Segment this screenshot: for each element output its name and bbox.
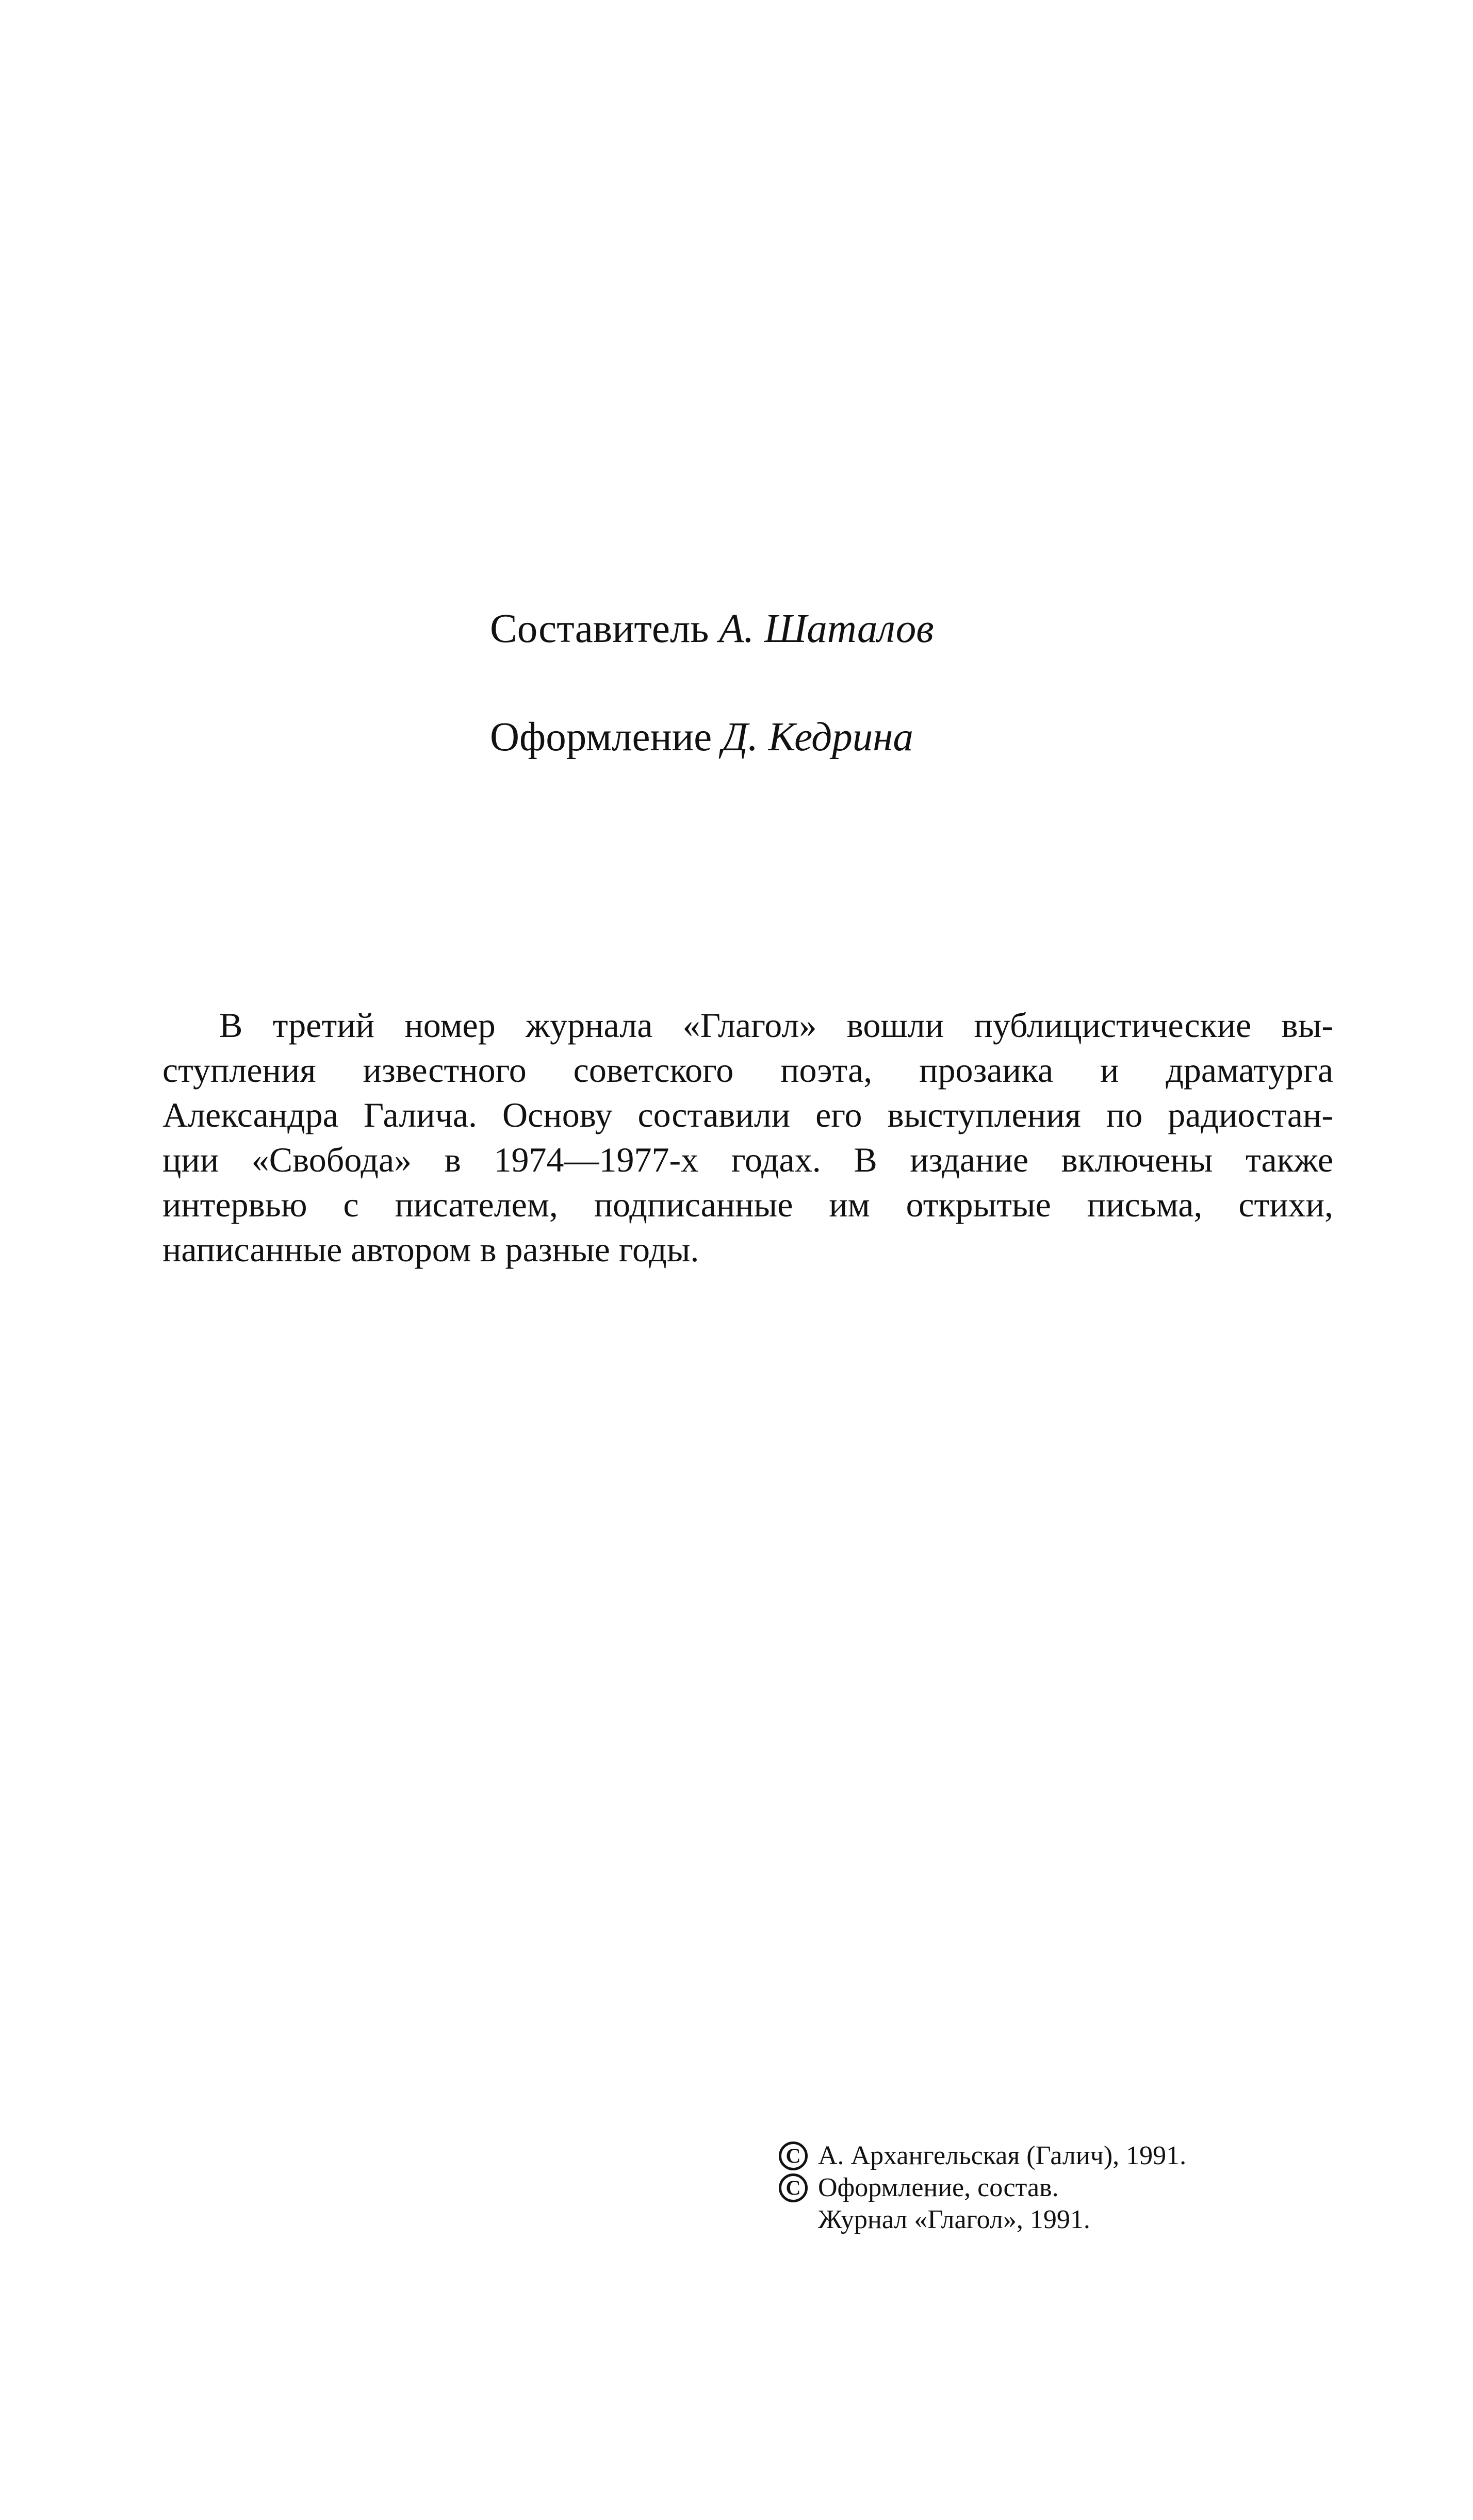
copyright-row xyxy=(779,2140,1346,2172)
copyright-row xyxy=(779,2204,1346,2236)
design-label: Оформление xyxy=(490,715,712,760)
annotation-line: написанные автором в разные годы. xyxy=(162,1230,699,1269)
annotation-paragraph xyxy=(162,1003,1333,1272)
copyright-text: Оформление, состав. xyxy=(818,2173,1059,2202)
annotation-line: ступления известного советского поэта, прозаика и драматурга xyxy=(162,1050,1333,1090)
annotation-line: ции «Свобода» в 1974—1977-х годах. В издание включены также xyxy=(162,1140,1333,1179)
copyright-icon: C xyxy=(779,2142,808,2170)
annotation-line: Александра Галича. Основу составили его выступления по радиостан- xyxy=(162,1095,1333,1134)
credits-block xyxy=(490,601,1212,766)
design-name: Д. Кедрина xyxy=(722,715,913,760)
annotation-line: В третий номер журнала «Глагол» вошли публицистические вы- xyxy=(219,1006,1333,1045)
copyright-text: А. Архангельская (Галич), 1991. xyxy=(818,2141,1187,2170)
compiler-name: А. Шаталов xyxy=(719,606,934,651)
copyright-row xyxy=(779,2172,1346,2204)
design-credit xyxy=(490,709,1212,766)
compiler-credit xyxy=(490,601,1212,657)
copyright-icon: C xyxy=(779,2173,808,2202)
copyright-block xyxy=(779,2140,1346,2236)
compiler-label: Составитель xyxy=(490,606,709,651)
annotation-line: интервью с писателем, подписанные им открытые письма, стихи, xyxy=(162,1185,1333,1224)
copyright-text: Журнал «Глагол», 1991. xyxy=(818,2205,1090,2234)
